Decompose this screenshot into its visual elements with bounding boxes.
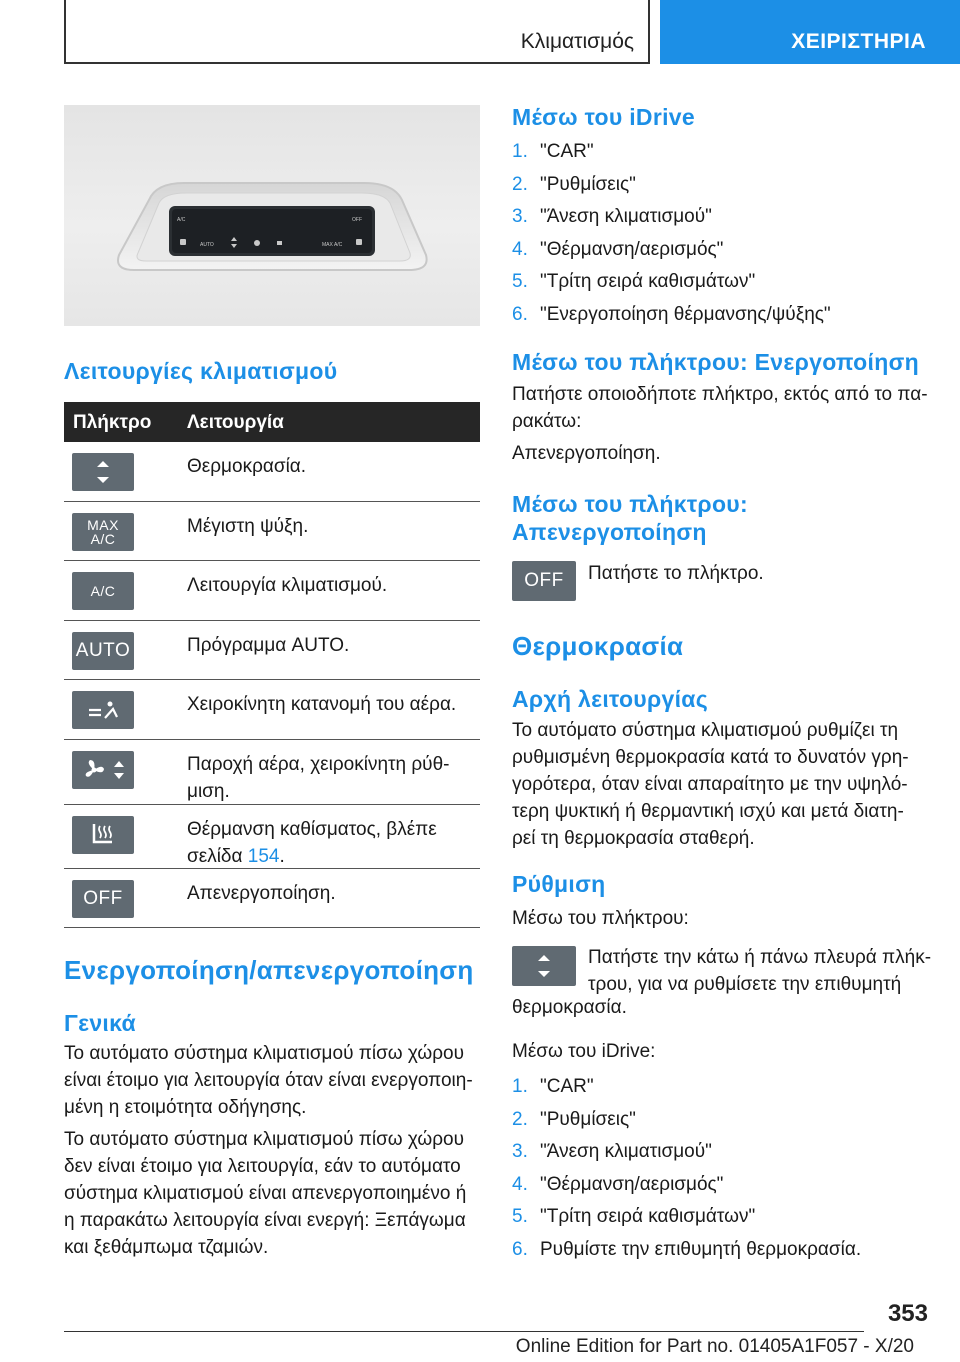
row-text: Λειτουργία κλιματισμού. — [187, 575, 388, 596]
off-icon-label: OFF — [83, 888, 123, 909]
table-row — [64, 680, 480, 740]
list-item: 3. "Άνεση κλιματισμού" — [512, 206, 712, 227]
via-button-text: Μέσω του πλήκτρου: — [512, 908, 689, 929]
general-para-2: Το αυτόματο σύστημα κλιματισμού πίσω χώρου δεν είναι έτοιμο για λειτουργία, εάν το αυτόματο σύστημα κλιματισμού είναι απενεργοποιημένο ή η παρακάτω λειτουργία είναι ενεργή: Ξεπάγωμα και ξεθάμπωμα τζαμιών. — [64, 1129, 467, 1258]
button-text-line-1: Πατήστε την κάτω ή πάνω πλευρά πλήκ- — [588, 947, 932, 968]
list-item: 6. Ρυθμίστε την επιθυμητή θερμοκρασία. — [512, 1238, 862, 1260]
row-text: Χειροκίνητη κατανομή του αέρα. — [187, 694, 457, 715]
seat-heating-icon — [72, 816, 134, 854]
panel-label-ac: A/C — [177, 217, 186, 223]
header-chapter-box — [64, 0, 650, 64]
row-text — [187, 816, 477, 870]
general-para-1: Το αυτόματο σύστημα κλιματισμού πίσω χώρου είναι έτοιμο για λειτουργία όταν είναι ενεργοποιη- μένη η ετοιμότητα οδήγησης. — [64, 1043, 473, 1118]
table-row — [64, 805, 480, 869]
table-row — [64, 442, 480, 502]
table-row — [64, 740, 480, 805]
functions-heading: Λειτουργίες κλιματισμού — [64, 358, 338, 384]
principle-heading: Αρχή λειτουργίας — [512, 686, 708, 712]
list-item: 3. "Άνεση κλιματισμού" — [512, 1141, 712, 1162]
table-row — [64, 621, 480, 680]
seat-heating-text: Θέρμανση καθίσματος, βλέπε σελίδα — [187, 819, 437, 867]
footer-edition: Online Edition for Part no. 01405A1F057 - X/20 — [515, 1336, 914, 1357]
idrive-heading: Μέσω του iDrive — [512, 104, 695, 130]
panel-label-auto: AUTO — [200, 242, 214, 248]
list-item: 4. "Θέρμανση/αερισμός" — [512, 238, 724, 260]
temperature-heading: Θερμοκρασία — [512, 631, 684, 661]
col-key-header: Πλήκτρο — [73, 412, 152, 433]
button-text-line-3: θερμοκρασία. — [512, 997, 627, 1018]
auto-icon — [72, 632, 134, 670]
button-on-para: Πατήστε οποιοδήποτε πλήκτρο, εκτός από το πα- ρακάτω: — [512, 384, 928, 432]
col-function-header: Λειτουργία — [187, 412, 284, 433]
ac-icon — [72, 572, 134, 610]
button-on-para-2: Απενεργοποίηση. — [512, 443, 661, 464]
rear-climate-panel-photo — [64, 105, 480, 326]
button-text-line-2: τρου, για να ρυθμίσετε την επιθυμητή — [588, 974, 902, 995]
functions-table-header — [64, 402, 480, 442]
updown-arrows-icon — [72, 453, 134, 491]
list-item: 5. "Τρίτη σειρά καθισμάτων" — [512, 1206, 756, 1227]
list-item: 1. "CAR" — [512, 1076, 594, 1097]
table-row — [64, 502, 480, 561]
off-icon-label: OFF — [524, 570, 564, 591]
panel-illustration — [64, 105, 480, 326]
footer-divider — [64, 1331, 864, 1332]
updown-arrows-icon — [512, 946, 576, 986]
off-icon — [72, 880, 134, 918]
list-item: 4. "Θέρμανση/αερισμός" — [512, 1173, 724, 1195]
panel-label-off: OFF — [352, 217, 362, 223]
idrive-steps — [512, 140, 932, 335]
section-title: ΧΕΙΡΙΣΤΗΡΙΑ — [791, 30, 926, 53]
row-text: Θερμοκρασία. — [187, 456, 307, 477]
auto-icon-label: AUTO — [75, 640, 131, 661]
header-section-box — [660, 0, 960, 64]
list-item: 2. "Ρυθμίσεις" — [512, 1108, 636, 1130]
max-ac-icon — [72, 513, 134, 551]
row-text: Παροχή αέρα, χειροκίνητη ρύθ- μιση. — [187, 754, 450, 802]
list-item: 5. "Τρίτη σειρά καθισμάτων" — [512, 271, 756, 292]
row-text: Πρόγραμμα AUTO. — [187, 635, 350, 656]
row-text: Απενεργοποίηση. — [187, 883, 336, 904]
button-on-heading: Μέσω του πλήκτρου: Ενεργοποίηση — [512, 349, 919, 375]
air-distribution-icon — [72, 691, 134, 729]
list-item: 1. "CAR" — [512, 141, 594, 162]
off-icon — [512, 561, 576, 601]
principle-text: Το αυτόματο σύστημα κλιματισμού ρυθμίζει τη ρυθμισμένη θερμοκρασία κατά το δυνατόν γρη- γορότερα, όταν είναι απαραίτητο με την υψηλό- τερη ψυκτική ή θερμαντική ισχύ και μετά διατη- ρεί τη θερμοκρασία σταθερή. — [512, 720, 909, 849]
general-heading: Γενικά — [64, 1010, 136, 1036]
setting-heading: Ρύθμιση — [512, 871, 606, 897]
seat-heating-text-end: . — [279, 846, 285, 867]
page-number: 353 — [887, 1300, 928, 1327]
row-text: Μέγιστη ψύξη. — [187, 516, 309, 537]
table-row — [64, 869, 480, 928]
chapter-title: Κλιματισμός — [520, 30, 634, 53]
list-item: 2. "Ρυθμίσεις" — [512, 173, 636, 195]
via-idrive-text: Μέσω του iDrive: — [512, 1041, 656, 1062]
button-off-text: Πατήστε το πλήκτρο. — [588, 563, 764, 584]
max-ac-icon-label: MAX A/C — [87, 517, 119, 547]
activation-heading: Ενεργοποίηση/απενεργοποίηση — [64, 955, 474, 985]
page-link-154[interactable]: 154 — [247, 846, 280, 867]
ac-icon-label: A/C — [90, 583, 116, 599]
table-row — [64, 561, 480, 621]
panel-label-max-ac: MAX A/C — [322, 242, 343, 248]
button-off-heading: Μέσω του πλήκτρου: Απενεργοποίηση — [512, 491, 748, 545]
list-item: 6. "Ενεργοποίηση θέρμανσης/ψύξης" — [512, 303, 831, 325]
temperature-steps — [512, 1075, 932, 1270]
fan-updown-icon — [72, 751, 134, 789]
